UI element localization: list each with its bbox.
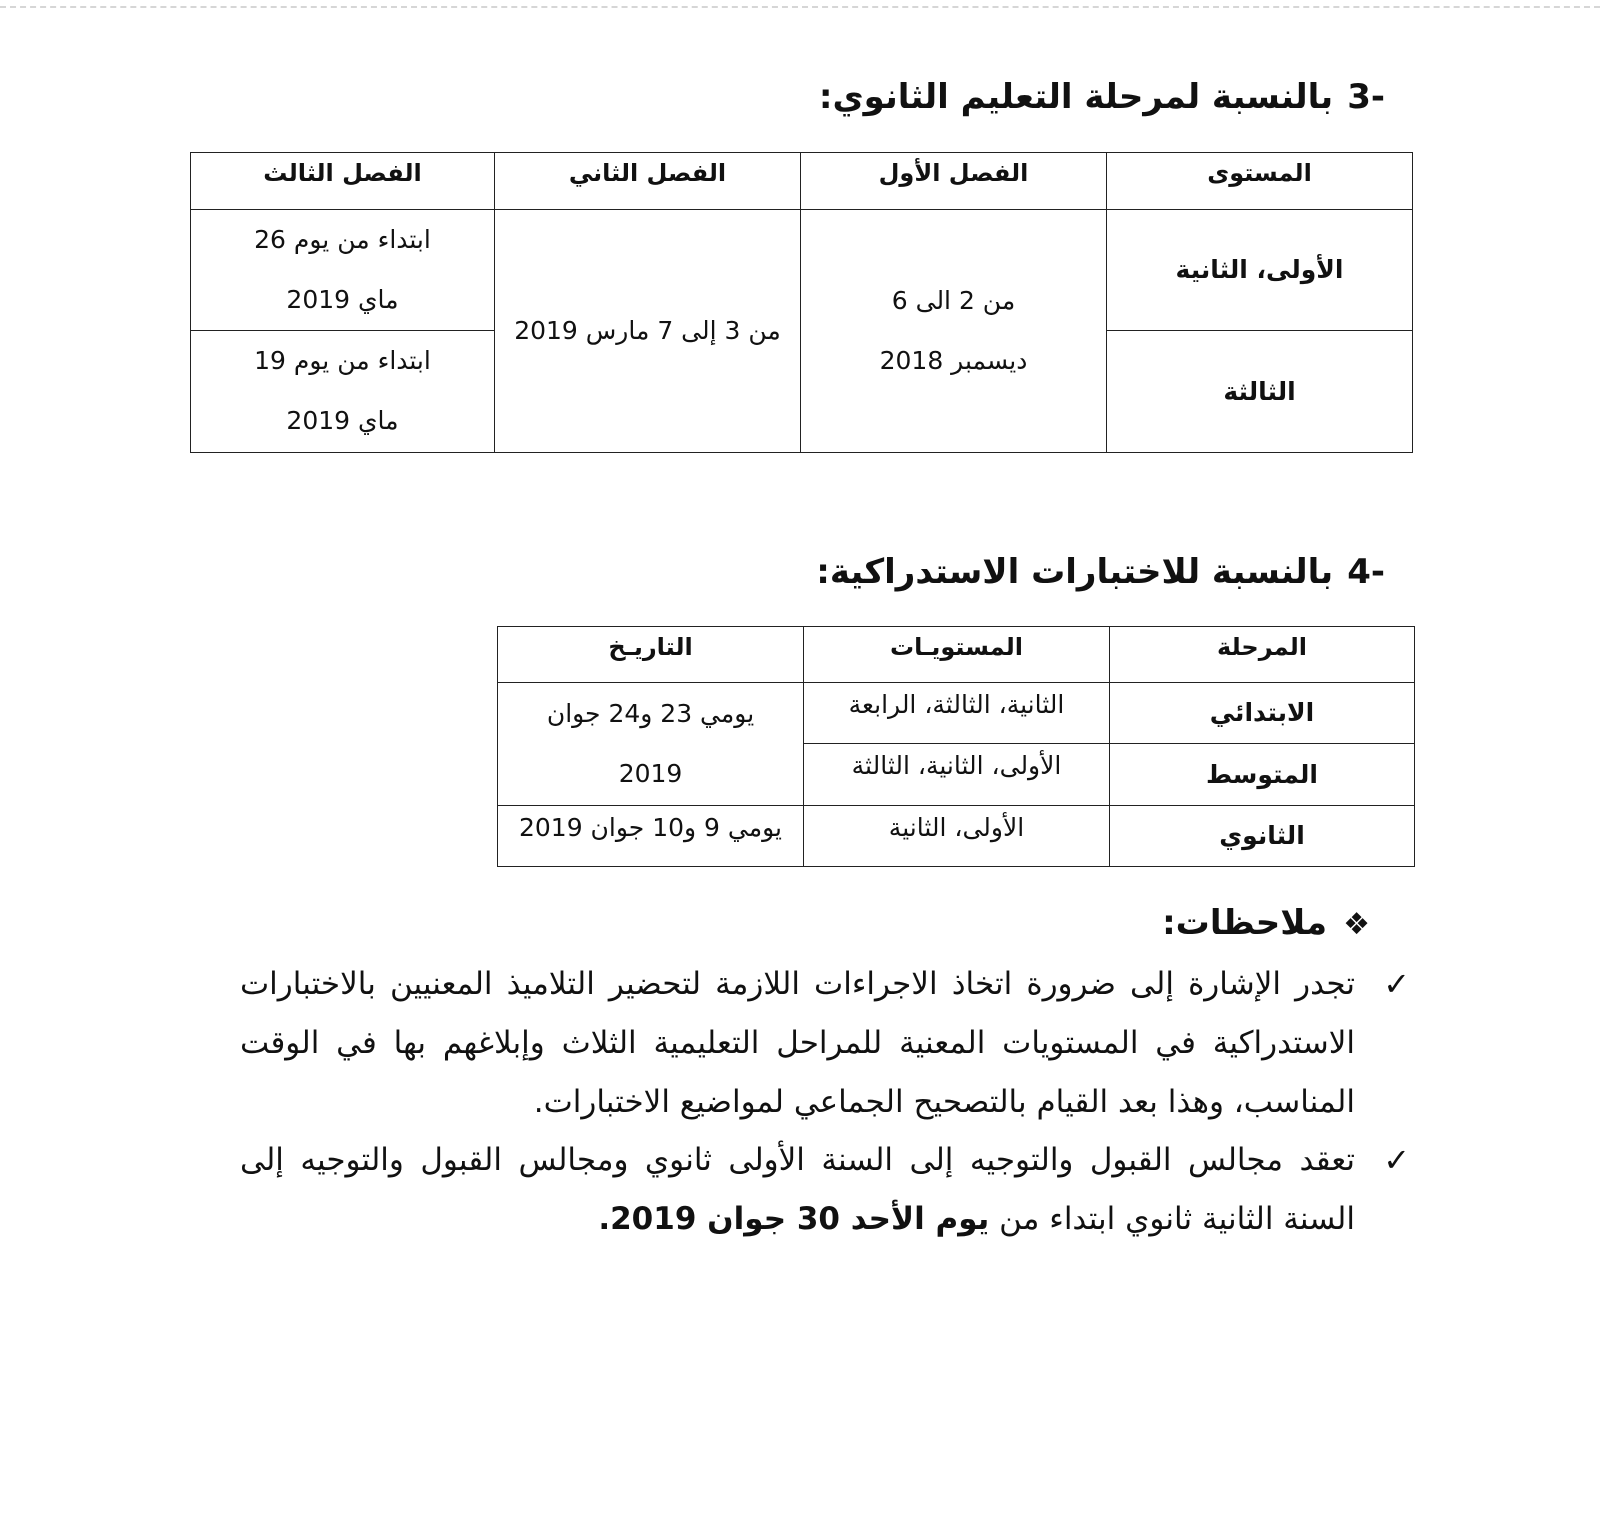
notes-heading — [1162, 902, 1370, 946]
checkmark-icon: ✓ — [1383, 965, 1410, 1003]
header-stage: المرحلة — [1110, 627, 1415, 683]
header-term-1: الفصل الأول — [801, 153, 1107, 210]
header-level: المستوى — [1107, 153, 1413, 210]
term-2-dates: من 3 إلى 7 مارس 2019 — [495, 210, 801, 453]
makeup-exams-table — [497, 626, 1415, 867]
level-third: الثالثة — [1107, 331, 1413, 453]
page-top-edge — [0, 6, 1600, 8]
section-4-title: بالنسبة للاختبارات الاستدراكية: — [816, 552, 1334, 592]
section-3-heading — [819, 77, 1385, 117]
section-3-title: بالنسبة لمرحلة التعليم الثانوي: — [818, 77, 1334, 117]
checkmark-icon: ✓ — [1383, 1141, 1410, 1179]
header-date: التاريـخ — [498, 627, 804, 683]
stage-secondary: الثانوي — [1110, 806, 1415, 867]
section-4-number: -4 — [1347, 552, 1385, 592]
secondary-schedule-table — [190, 152, 1413, 453]
section-3-number: -3 — [1347, 77, 1385, 117]
note-2-date: يوم الأحد 30 جوان 2019. — [598, 1201, 990, 1237]
diamond-bullet-icon: ❖ — [1343, 907, 1370, 942]
section-4-heading — [816, 552, 1385, 592]
stage-primary: الابتدائي — [1110, 683, 1415, 744]
note-2 — [240, 1131, 1355, 1249]
note-2-text: تعقد مجالس القبول والتوجيه إلى السنة الأولى ثانوي ومجالس القبول والتوجيه إلى السنة الثانية ثانوي ابتداء من — [240, 1142, 1355, 1237]
header-term-3: الفصل الثالث — [191, 153, 495, 210]
level-first-second: الأولى، الثانية — [1107, 210, 1413, 331]
notes-title: ملاحظات: — [1162, 903, 1328, 943]
levels-primary: الثانية، الثالثة، الرابعة — [804, 683, 1110, 744]
date-secondary: يومي 9 و10 جوان 2019 — [498, 806, 804, 867]
date-primary-middle: يومي 23 و24 جوان 2019 — [498, 683, 804, 806]
term-3-dates-third: ابتداء من يوم 19 ماي 2019 — [191, 331, 495, 453]
term-3-dates-first-second: ابتداء من يوم 26 ماي 2019 — [191, 210, 495, 331]
levels-secondary: الأولى، الثانية — [804, 806, 1110, 867]
header-levels: المستويـات — [804, 627, 1110, 683]
term-1-dates: من 2 الى 6 ديسمبر 2018 — [801, 210, 1107, 453]
levels-middle: الأولى، الثانية، الثالثة — [804, 744, 1110, 806]
header-term-2: الفصل الثاني — [495, 153, 801, 210]
note-1: تجدر الإشارة إلى ضرورة اتخاذ الاجراءات اللازمة لتحضير التلاميذ المعنيين بالاختبارات الاستدراكية في المستويات المعنية للمراحل التعليمية الثلاث وإبلاغهم بها في الوقت المناسب، وهذا بعد القيام بالتصحيح الجماعي لمواضيع الاختبارات. — [240, 966, 1355, 1120]
stage-middle: المتوسط — [1110, 744, 1415, 806]
